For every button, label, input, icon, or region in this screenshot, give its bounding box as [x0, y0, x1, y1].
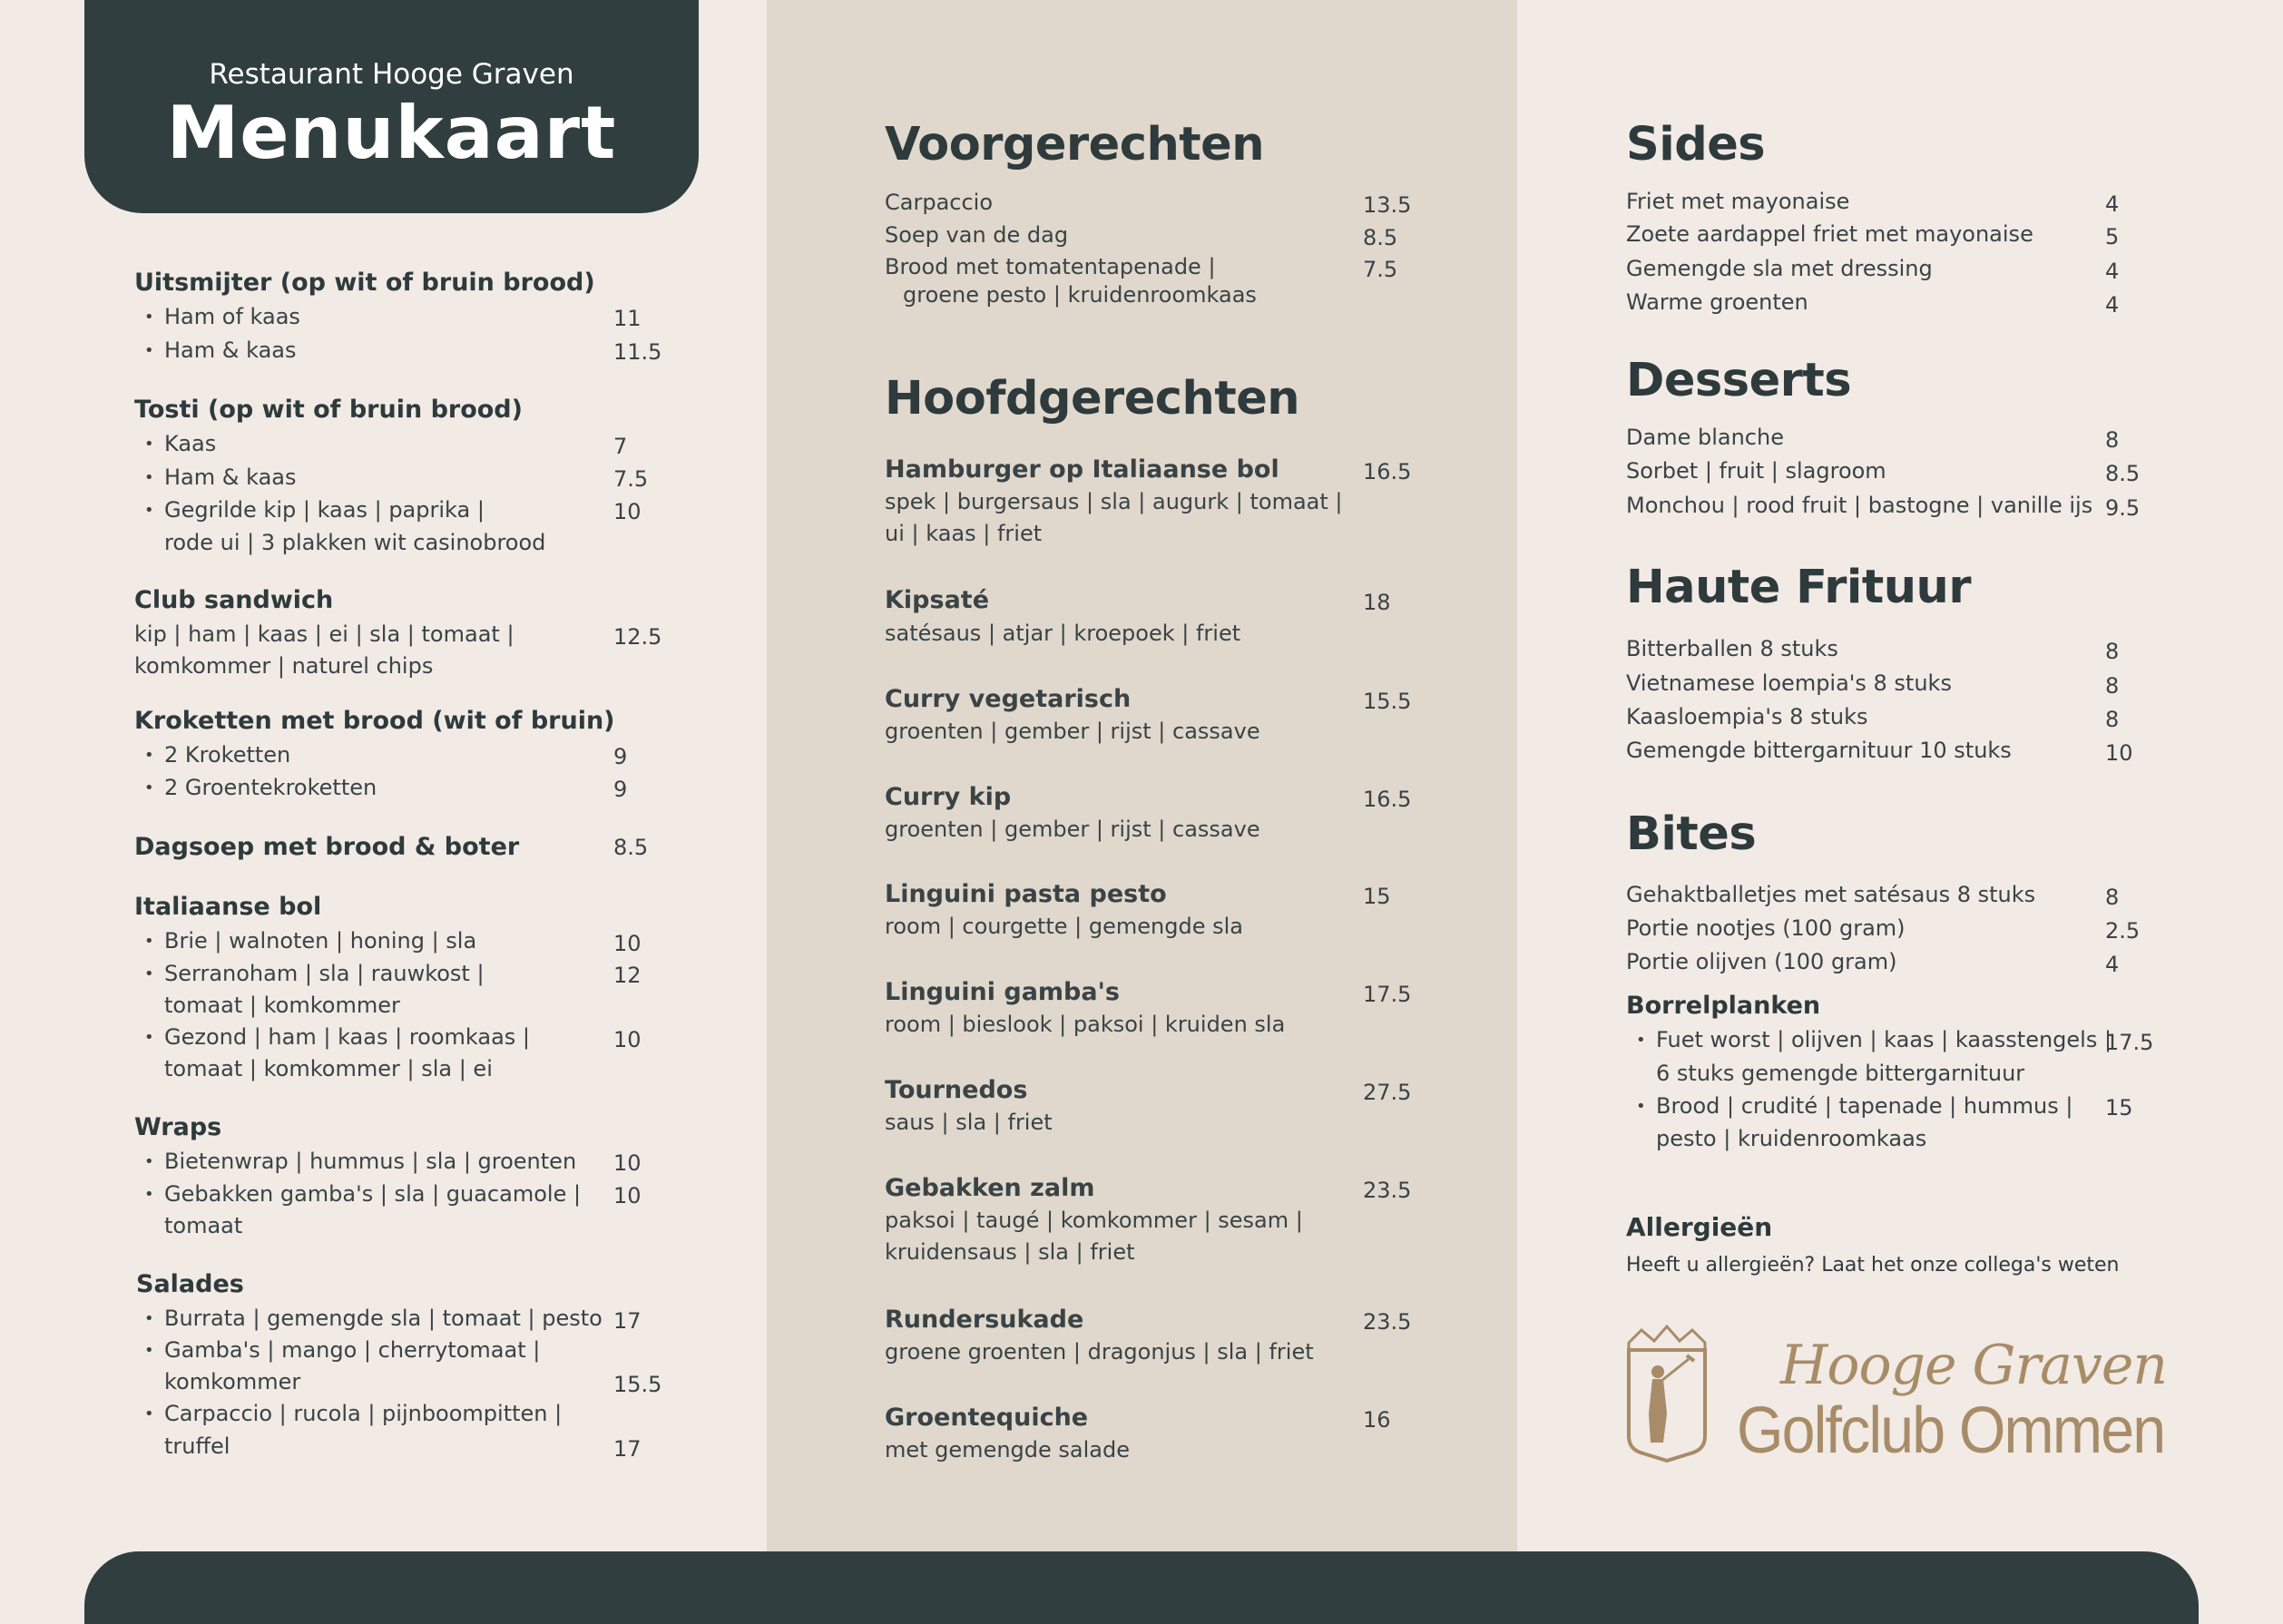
menu-item: • Carpaccio | rucola | pijnboompitten | — [164, 1401, 562, 1426]
dish-name: Hamburger op Italiaanse bol — [885, 455, 1279, 484]
menu-item: • Gezond | ham | kaas | roomkaas | — [164, 1024, 530, 1050]
category-club-sandwich: Club sandwich — [134, 586, 334, 614]
category-italiaanse-bol: Italiaanse bol — [134, 893, 322, 921]
dish-name: Tournedos — [885, 1076, 1028, 1104]
menu-item: Brood met tomatentapenade | — [885, 254, 1216, 279]
header-banner — [84, 0, 699, 213]
menu-price: 23.5 — [1363, 1178, 1412, 1203]
menu-price: 10 — [613, 1150, 642, 1176]
category-wraps: Wraps — [134, 1113, 222, 1141]
dish-name: Gebakken zalm — [885, 1174, 1095, 1202]
menu-item: Zoete aardappel friet met mayonaise — [1626, 221, 2033, 247]
menu-item-description: kip | ham | kaas | ei | sla | tomaat | — [134, 621, 514, 647]
menu-price: 9 — [613, 744, 628, 769]
menu-price: 15 — [2105, 1095, 2133, 1120]
menu-item: • 2 Kroketten — [164, 742, 290, 768]
menu-item: • Ham & kaas — [164, 338, 297, 363]
menu-price: 15.5 — [613, 1372, 662, 1397]
menu-price: 8 — [2105, 639, 2120, 664]
menu-item-continued: groene pesto | kruidenroomkaas — [903, 282, 1257, 308]
menu-item-description: komkommer | naturel chips — [134, 653, 434, 679]
menu-item-continued: tomaat | komkommer | sla | ei — [164, 1056, 493, 1081]
menu-price: 12.5 — [613, 624, 662, 650]
menu-item: Dame blanche — [1626, 425, 1784, 450]
menu-item: • Gegrilde kip | kaas | paprika | — [164, 497, 485, 523]
menu-item: • Kaas — [164, 431, 216, 456]
menu-item: Warme groenten — [1626, 289, 1808, 315]
menu-price: 4 — [2105, 191, 2120, 217]
menu-item: Carpaccio — [885, 190, 994, 215]
allergies-text: Heeft u allergieën? Laat het onze collega's weten — [1626, 1254, 2120, 1277]
menu-item: Monchou | rood fruit | bastogne | vanille ijs — [1626, 493, 2093, 518]
dish-description: satésaus | atjar | kroepoek | friet — [885, 621, 1241, 646]
menu-item: • Bietenwrap | hummus | sla | groenten — [164, 1149, 576, 1174]
dish-description: room | courgette | gemengde sla — [885, 914, 1243, 939]
menu-item: Kaasloempia's 8 stuks — [1626, 704, 1868, 729]
menu-price: 7.5 — [1363, 257, 1398, 282]
menu-price: 8 — [2105, 673, 2120, 699]
menu-item: • Serranoham | sla | rauwkost | — [164, 961, 485, 986]
allergies-title: Allergieën — [1626, 1212, 1773, 1242]
logo-name-text: Golfclub Ommen — [1737, 1394, 2165, 1467]
logo-script-text: Hooge Graven — [1780, 1334, 2167, 1397]
section-desserts: Desserts — [1626, 354, 1852, 407]
dish-description: met gemengde salade — [885, 1437, 1130, 1463]
footer-bar — [84, 1551, 2199, 1624]
dish-description: spek | burgersaus | sla | augurk | tomaat | — [885, 489, 1343, 514]
menu-price: 16 — [1363, 1407, 1391, 1433]
menu-item-continued: truffel — [164, 1433, 230, 1459]
menu-price: 4 — [2105, 292, 2120, 318]
menu-price: 10 — [613, 499, 642, 524]
section-sides: Sides — [1626, 118, 1766, 171]
menu-price: 7 — [613, 434, 628, 459]
menu-item: Gemengde bittergarnituur 10 stuks — [1626, 738, 2012, 763]
category-tosti: Tosti (op wit of bruin brood) — [134, 396, 523, 424]
menu-item-continued: komkommer — [164, 1369, 301, 1394]
menu-price: 17.5 — [2105, 1030, 2154, 1055]
section-bites: Bites — [1626, 807, 1757, 861]
category-salades: Salades — [136, 1270, 244, 1298]
menu-item-continued: 6 stuks gemengde bittergarnituur — [1656, 1061, 2025, 1086]
menu-item-continued: pesto | kruidenroomkaas — [1656, 1126, 1927, 1151]
menu-price: 15.5 — [1363, 689, 1412, 714]
menu-item: • Gamba's | mango | cherrytomaat | — [164, 1337, 540, 1363]
menu-price: 10 — [2105, 740, 2133, 766]
menu-price: 8 — [2105, 427, 2120, 453]
menu-price: 8.5 — [2105, 461, 2141, 486]
menu-price: 8 — [2105, 707, 2120, 732]
menu-item-continued: tomaat — [164, 1213, 243, 1238]
menu-price: 8 — [2105, 885, 2120, 910]
category-dagsoep: Dagsoep met brood & boter — [134, 833, 520, 861]
dish-name: Kipsaté — [885, 586, 990, 614]
menu-item: Soep van de dag — [885, 222, 1069, 248]
menu-price: 16.5 — [1363, 787, 1412, 812]
crest-icon — [1622, 1323, 1712, 1468]
menu-item: Vietnamese loempia's 8 stuks — [1626, 670, 1952, 696]
dish-description: paksoi | taugé | komkommer | sesam | — [885, 1208, 1303, 1233]
dish-name: Linguini gamba's — [885, 978, 1120, 1006]
dish-name: Rundersukade — [885, 1306, 1084, 1334]
menu-item: • Ham & kaas — [164, 465, 297, 490]
menu-price: 18 — [1363, 590, 1391, 615]
menu-price: 9 — [613, 777, 628, 802]
menu-price: 13.5 — [1363, 192, 1412, 218]
menu-item: Portie olijven (100 gram) — [1626, 949, 1897, 974]
category-uitsmijter: Uitsmijter (op wit of bruin brood) — [134, 269, 595, 297]
menu-price: 15 — [1363, 884, 1391, 909]
menu-item: • 2 Groentekroketten — [164, 775, 377, 800]
menu-price: 4 — [2105, 259, 2120, 284]
menu-item: • Brood | crudité | tapenade | hummus | — [1656, 1093, 2072, 1119]
dish-description: saus | sla | friet — [885, 1110, 1053, 1135]
menu-price: 8.5 — [613, 835, 649, 860]
menu-item: • Gebakken gamba's | sla | guacamole | — [164, 1181, 581, 1207]
menu-item: Sorbet | fruit | slagroom — [1626, 458, 1886, 484]
dish-name: Groentequiche — [885, 1404, 1089, 1432]
menu-item: Gehaktballetjes met satésaus 8 stuks — [1626, 882, 2036, 907]
menu-price: 23.5 — [1363, 1309, 1412, 1335]
menu-price: 10 — [613, 1027, 642, 1052]
dish-description: room | bieslook | paksoi | kruiden sla — [885, 1012, 1286, 1037]
section-haute-frituur: Haute Frituur — [1626, 561, 1971, 614]
menu-price: 10 — [613, 931, 642, 956]
menu-price: 4 — [2105, 952, 2120, 977]
menu-price: 8.5 — [1363, 225, 1398, 250]
dish-name: Linguini pasta pesto — [885, 880, 1167, 908]
menu-price: 12 — [613, 963, 642, 988]
menu-price: 11.5 — [613, 339, 662, 365]
category-borrelplanken: Borrelplanken — [1626, 992, 1821, 1020]
menu-price: 16.5 — [1363, 459, 1412, 484]
menu-item: • Burrata | gemengde sla | tomaat | pesto — [164, 1306, 603, 1331]
dish-description: groene groenten | dragonjus | sla | friet — [885, 1339, 1314, 1365]
section-hoofdgerechten: Hoofdgerechten — [885, 372, 1300, 426]
menu-item: Bitterballen 8 stuks — [1626, 636, 1838, 661]
menu-item: Friet met mayonaise — [1626, 189, 1850, 214]
golfclub-logo — [1622, 1323, 2166, 1468]
menu-price: 17.5 — [1363, 982, 1412, 1007]
menu-item-continued: rode ui | 3 plakken wit casinobrood — [164, 530, 546, 555]
menu-item: Gemengde sla met dressing — [1626, 256, 1933, 281]
dish-name: Curry vegetarisch — [885, 685, 1132, 713]
restaurant-name: Restaurant Hooge Graven — [209, 58, 574, 91]
dish-description: groenten | gember | rijst | cassave — [885, 719, 1260, 744]
menu-price: 10 — [613, 1183, 642, 1208]
category-kroketten: Kroketten met brood (wit of bruin) — [134, 707, 615, 735]
menu-price: 17 — [613, 1308, 642, 1334]
menu-item: • Brie | walnoten | honing | sla — [164, 928, 476, 954]
menu-price: 2.5 — [2105, 918, 2141, 944]
dish-description: kruidensaus | sla | friet — [885, 1239, 1135, 1265]
menu-price: 9.5 — [2105, 495, 2141, 521]
menu-price: 7.5 — [613, 466, 649, 492]
menu-item: • Ham of kaas — [164, 304, 300, 329]
page-title: Menukaart — [166, 91, 617, 175]
menu-price: 5 — [2105, 224, 2120, 249]
dish-name: Curry kip — [885, 783, 1012, 811]
menu-price: 27.5 — [1363, 1080, 1412, 1105]
dish-description: ui | kaas | friet — [885, 521, 1043, 546]
section-voorgerechten: Voorgerechten — [885, 118, 1265, 171]
menu-price: 11 — [613, 306, 642, 331]
dish-description: groenten | gember | rijst | cassave — [885, 817, 1260, 842]
menu-item: • Fuet worst | olijven | kaas | kaasstengels | — [1656, 1027, 2112, 1052]
menu-item: Portie nootjes (100 gram) — [1626, 915, 1906, 941]
menu-price: 17 — [613, 1436, 642, 1462]
menu-item-continued: tomaat | komkommer — [164, 993, 400, 1018]
